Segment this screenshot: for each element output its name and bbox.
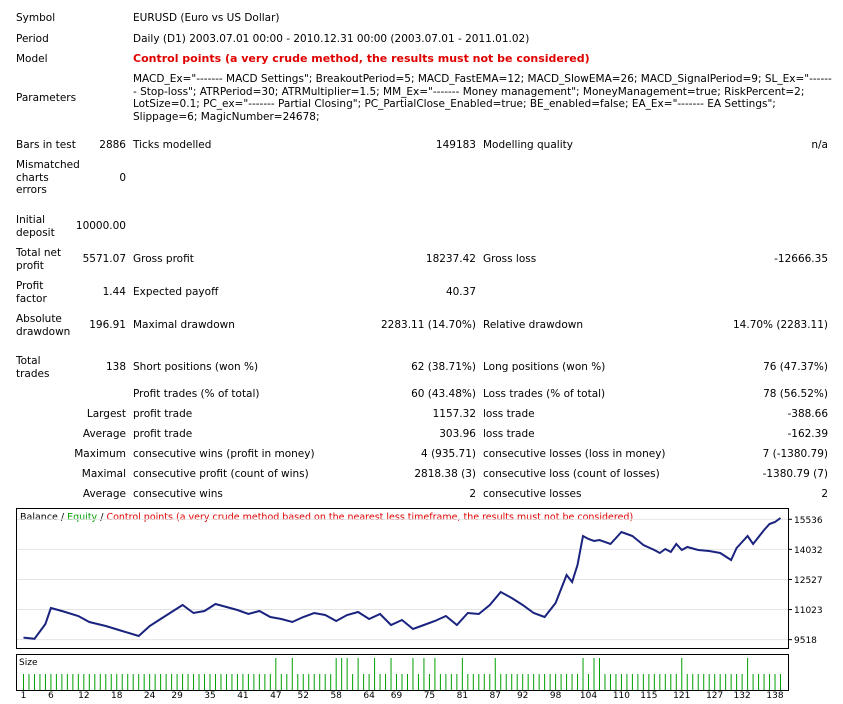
x-tick-label: 110: [612, 691, 631, 698]
model-value: Control points (a very crude method, the results must not be considered): [133, 52, 590, 65]
x-tick-label: 58: [330, 691, 342, 698]
max-consecutive-losses-value: 7 (-1380.79): [762, 448, 828, 460]
avg-consecutive-wins-value: 2: [469, 488, 476, 500]
reldd-value: 14.70% (2283.11): [733, 319, 828, 331]
y-tick-label: 12527: [794, 575, 823, 586]
x-tick-label: 127: [706, 691, 724, 698]
chart-legend: [20, 512, 633, 523]
largest-loss-value: -388.66: [787, 408, 828, 420]
legend-separator: /: [97, 512, 107, 523]
maxdd-value: 2283.11 (14.70%): [381, 319, 476, 331]
payoff-label: Expected payoff: [133, 286, 219, 298]
parameters-label: Parameters: [16, 92, 77, 104]
x-tick-label: 64: [363, 691, 375, 698]
maximum-label: Maximum: [74, 448, 126, 460]
x-tick-label: 24: [143, 691, 156, 698]
trades-label: Total trades: [16, 355, 50, 380]
ticks-label: Ticks modelled: [133, 139, 212, 151]
symbol-label: Symbol: [16, 12, 56, 24]
model-label: Model: [16, 53, 48, 65]
x-tick-label: 121: [673, 691, 691, 698]
max-consecutive-wins-value: 4 (935.71): [421, 448, 476, 460]
average-profit-value: 303.96: [439, 428, 476, 440]
legend-equity: Equity: [67, 512, 98, 523]
maxdd-label: Maximal drawdown: [133, 319, 235, 331]
x-tick-label: 52: [297, 691, 309, 698]
deposit-value: 10000.00: [75, 220, 126, 232]
ptrades-value: 60 (43.48%): [411, 388, 476, 400]
x-tick-label: 35: [204, 691, 216, 698]
average-loss-value: -162.39: [787, 428, 828, 440]
netprofit-value: 5571.07: [82, 253, 126, 265]
legend-balance: Balance: [20, 512, 58, 523]
payoff-value: 40.37: [445, 286, 476, 298]
legend-note: Control points (a very crude method based on the nearest less timeframe, the results must not be considered): [106, 512, 634, 523]
reldd-label: Relative drawdown: [483, 319, 584, 331]
x-tick-label: 138: [766, 691, 784, 698]
absdd-label: Absolute drawdown: [16, 313, 71, 338]
absdd-value: 196.91: [89, 319, 126, 331]
average-label: Average: [82, 428, 126, 440]
pf-label: Profit factor: [16, 280, 47, 305]
grossloss-label: Gross loss: [483, 253, 537, 265]
x-tick-label: 18: [111, 691, 123, 698]
y-tick-label: 15536: [794, 515, 823, 526]
average2-label: Average: [82, 488, 126, 500]
x-tick-label: 47: [270, 691, 282, 698]
maximal-label: Maximal: [81, 468, 126, 480]
bars-value: 2886: [99, 139, 126, 151]
ltrades-value: 78 (56.52%): [763, 388, 828, 400]
avg-consecutive-wins-label: consecutive wins: [133, 488, 223, 500]
x-tick-label: 6: [48, 691, 54, 698]
ltrades-label: Loss trades (% of total): [483, 388, 606, 400]
grossprofit-value: 18237.42: [425, 253, 476, 265]
avg-consecutive-losses-value: 2: [821, 488, 828, 500]
x-tick-label: 104: [579, 691, 598, 698]
quality-value: n/a: [811, 139, 828, 151]
netprofit-label: Total net profit: [16, 247, 62, 272]
y-tick-label: 11023: [794, 606, 823, 617]
average-profit-label: profit trade: [133, 428, 193, 440]
deposit-label: Initial deposit: [16, 214, 55, 239]
average-loss-label: loss trade: [483, 428, 535, 440]
largest-profit-label: profit trade: [133, 408, 193, 420]
x-tick-label: 92: [516, 691, 529, 698]
x-tick-label: 1: [20, 691, 27, 698]
largest-loss-label: loss trade: [483, 408, 535, 420]
x-tick-label: 75: [423, 691, 436, 698]
grossloss-value: -12666.35: [774, 253, 828, 265]
avg-consecutive-losses-label: consecutive losses: [483, 488, 582, 500]
bars-label: Bars in test: [16, 139, 76, 151]
pf-value: 1.44: [102, 286, 126, 298]
trades-value: 138: [105, 361, 126, 373]
maximal-consecutive-profit-value: 2818.38 (3): [414, 468, 476, 480]
mismatch-label: Mismatched charts errors: [16, 159, 80, 196]
x-tick-label: 29: [171, 691, 183, 698]
max-consecutive-losses-label: consecutive losses (loss in money): [483, 448, 666, 460]
x-tick-label: 98: [549, 691, 562, 698]
x-tick-label: 41: [237, 691, 249, 698]
x-tick-label: 87: [489, 691, 501, 698]
ticks-value: 149183: [435, 139, 476, 151]
grossprofit-label: Gross profit: [133, 253, 194, 265]
legend-separator: /: [57, 512, 68, 523]
short-label: Short positions (won %): [133, 361, 259, 373]
maximal-consecutive-loss-label: consecutive loss (count of losses): [483, 468, 660, 480]
y-tick-label: 9518: [794, 636, 817, 647]
balance-chart: [16, 508, 841, 698]
period-label: Period: [16, 33, 49, 45]
parameters-value: MACD_Ex="------- MACD Settings"; BreakoutPeriod=5; MACD_FastEMA=12; MACD_SlowEMA=26; MACD_SignalPeriod=9; SL_Ex="------- Stop-loss"; ATRPeriod=30; ATRMultiplier=1.5; MM_Ex="------- Money management"; MoneyManagement=true; RiskPercent=2; LotSize=0.1; PC_ex="------- Partial Closing"; PC_PartialClose_Enabled=true; BE_enabled=false; EA_Ex="------- EA Settings"; Slippage=6; MagicNumber=24678;: [133, 73, 832, 123]
x-tick-label: 115: [640, 691, 658, 698]
x-tick-label: 12: [78, 691, 90, 698]
max-consecutive-wins-label: consecutive wins (profit in money): [133, 448, 315, 460]
x-tick-label: 132: [733, 691, 751, 698]
largest-profit-value: 1157.32: [432, 408, 476, 420]
x-tick-label: 69: [390, 691, 403, 698]
mismatch-value: 0: [119, 172, 126, 184]
x-tick-label: 81: [456, 691, 469, 698]
quality-label: Modelling quality: [483, 139, 573, 151]
symbol-value: EURUSD (Euro vs US Dollar): [133, 12, 280, 24]
largest-label: Largest: [86, 408, 126, 420]
maximal-consecutive-loss-value: -1380.79 (7): [762, 468, 828, 480]
long-value: 76 (47.37%): [763, 361, 828, 373]
maximal-consecutive-profit-label: consecutive profit (count of wins): [133, 468, 309, 480]
y-tick-label: 14032: [794, 545, 823, 556]
main-plot-frame: [17, 509, 789, 649]
ptrades-label: Profit trades (% of total): [133, 388, 260, 400]
period-value: Daily (D1) 2003.07.01 00:00 - 2010.12.31 00:00 (2003.07.01 - 2011.01.02): [133, 33, 530, 45]
size-label: Size: [19, 658, 38, 668]
long-label: Long positions (won %): [483, 361, 606, 373]
short-value: 62 (38.71%): [411, 361, 476, 373]
